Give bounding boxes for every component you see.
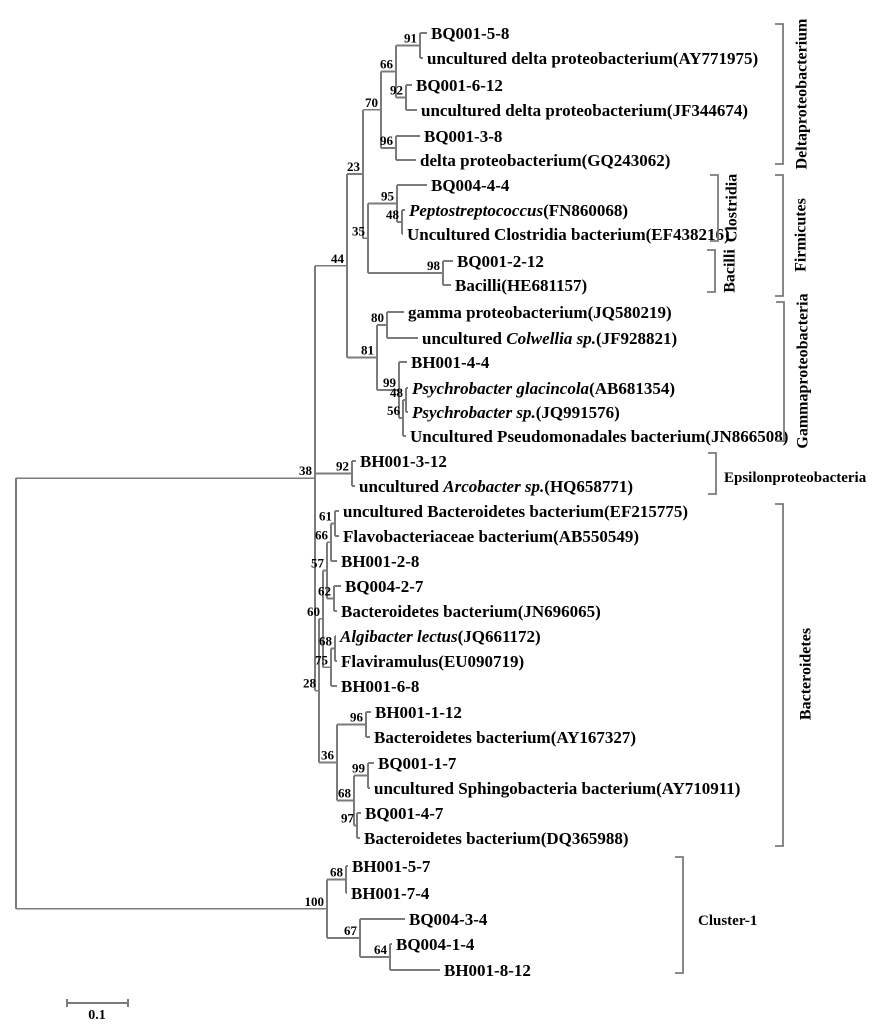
bootstrap-value: 81	[361, 342, 374, 358]
bootstrap-value: 64	[374, 942, 387, 957]
bootstrap-value: 95	[381, 188, 394, 204]
bootstrap-value: 48	[386, 207, 399, 222]
bootstrap-value: 38	[299, 463, 312, 479]
taxon-label: Peptostreptococcus(FN860068)	[409, 201, 629, 220]
taxon-label: Flaviramulus(EU090719)	[341, 652, 525, 671]
bootstrap-value: 99	[383, 375, 396, 390]
taxon-label: BQ004-2-7	[345, 577, 424, 596]
taxon-label: uncultured Colwellia sp.(JF928821)	[422, 329, 678, 348]
bootstrap-value: 96	[350, 709, 363, 725]
bootstrap-value: 66	[315, 527, 328, 543]
taxon-label: BQ004-3-4	[409, 910, 488, 929]
taxon-label: BH001-4-4	[411, 353, 490, 372]
taxon-label: uncultured Bacteroidetes bacterium(EF215775)	[343, 502, 688, 521]
bootstrap-value: 68	[338, 785, 351, 801]
taxon-label: BQ001-6-12	[416, 76, 503, 95]
clade-group-label: Bacilli	[721, 249, 739, 293]
clade-group-label: Deltaproteobacterium	[793, 18, 811, 170]
clade-group-label: Cluster-1	[698, 913, 758, 929]
bootstrap-value: 23	[347, 159, 360, 174]
clade-bracket	[708, 453, 716, 494]
bootstrap-value: 75	[315, 652, 328, 668]
bootstrap-value: 66	[380, 56, 393, 72]
taxon-label: BH001-1-12	[375, 703, 462, 722]
taxon-label: BH001-7-4	[351, 884, 430, 903]
bootstrap-value: 44	[331, 250, 344, 266]
bootstrap-value: 67	[344, 923, 357, 938]
bootstrap-value: 68	[319, 633, 332, 649]
clade-group-label: Epsilonproteobacteria	[724, 470, 867, 486]
bootstrap-value: 80	[371, 310, 384, 325]
clade-group-label: Clostridia	[723, 173, 741, 243]
bootstrap-value: 98	[427, 258, 440, 273]
taxon-label: BQ001-4-7	[365, 804, 444, 823]
bootstrap-value: 100	[304, 893, 324, 909]
bootstrap-value: 96	[380, 133, 393, 148]
taxon-label: BQ004-1-4	[396, 935, 475, 954]
taxon-label: delta proteobacterium(GQ243062)	[420, 151, 671, 170]
taxon-label: Uncultured Pseudomonadales bacterium(JN866508)	[410, 427, 789, 446]
taxon-label: BH001-3-12	[360, 452, 447, 471]
taxon-label: BQ001-5-8	[431, 24, 510, 43]
taxon-label: uncultured delta proteobacterium(AY771975)	[427, 49, 759, 68]
scale-bar-label: 0.1	[88, 1008, 106, 1023]
clade-bracket	[776, 302, 784, 441]
taxon-label: Psychrobacter sp.(JQ991576)	[412, 403, 620, 422]
clade-bracket	[707, 250, 715, 292]
bootstrap-value: 48	[390, 385, 403, 400]
taxon-label: Bacteroidetes bacterium(DQ365988)	[364, 829, 629, 848]
taxon-label: uncultured Arcobacter sp.(HQ658771)	[359, 477, 634, 496]
bootstrap-value: 36	[321, 747, 334, 763]
taxon-label: Bacteroidetes bacterium(JN696065)	[341, 602, 601, 621]
bootstrap-value: 28	[303, 675, 316, 691]
taxon-label: BH001-8-12	[444, 961, 531, 980]
bootstrap-value: 56	[387, 403, 400, 418]
bootstrap-value: 35	[352, 223, 365, 239]
taxon-label: Bacteroidetes bacterium(AY167327)	[374, 728, 637, 747]
taxon-label: BH001-5-7	[352, 857, 431, 876]
bootstrap-value: 92	[336, 458, 349, 474]
taxon-label: BQ004-4-4	[431, 176, 510, 195]
taxon-label: BQ001-2-12	[457, 252, 544, 271]
taxon-label: Flavobacteriaceae bacterium(AB550549)	[343, 527, 639, 546]
bootstrap-value: 62	[318, 583, 331, 599]
taxon-label: BH001-6-8	[341, 677, 420, 696]
clade-bracket	[775, 24, 783, 164]
clade-bracket	[675, 857, 683, 973]
taxon-label: BQ001-1-7	[378, 754, 457, 773]
taxon-label: BQ001-3-8	[424, 127, 503, 146]
bootstrap-value: 92	[390, 82, 403, 98]
taxon-label: Uncultured Clostridia bacterium(EF438216)	[407, 225, 730, 244]
taxon-label: Bacilli(HE681157)	[455, 276, 588, 295]
clade-bracket	[775, 504, 783, 846]
taxon-label: uncultured delta proteobacterium(JF344674)	[421, 101, 749, 120]
bootstrap-value: 97	[341, 810, 354, 826]
bootstrap-value: 91	[404, 30, 417, 46]
taxon-label: Psychrobacter glacincola(AB681354)	[412, 379, 676, 398]
bootstrap-value: 70	[365, 94, 378, 110]
bootstrap-value: 60	[307, 603, 320, 619]
bootstrap-value: 99	[352, 760, 365, 776]
bootstrap-value: 61	[319, 508, 332, 524]
clade-group-label: Bacteroidetes	[797, 627, 815, 721]
taxon-label: Algibacter lectus(JQ661172)	[340, 627, 541, 646]
clade-bracket	[775, 175, 783, 296]
taxon-label: BH001-2-8	[341, 552, 420, 571]
clade-group-label: Firmicutes	[792, 198, 810, 272]
clade-group-label: Gammaproteobacteria	[794, 293, 812, 449]
taxon-label: uncultured Sphingobacteria bacterium(AY710911)	[374, 779, 741, 798]
bootstrap-value: 57	[311, 555, 324, 571]
taxon-label: gamma proteobacterium(JQ580219)	[408, 303, 672, 322]
bootstrap-value: 68	[330, 864, 343, 880]
